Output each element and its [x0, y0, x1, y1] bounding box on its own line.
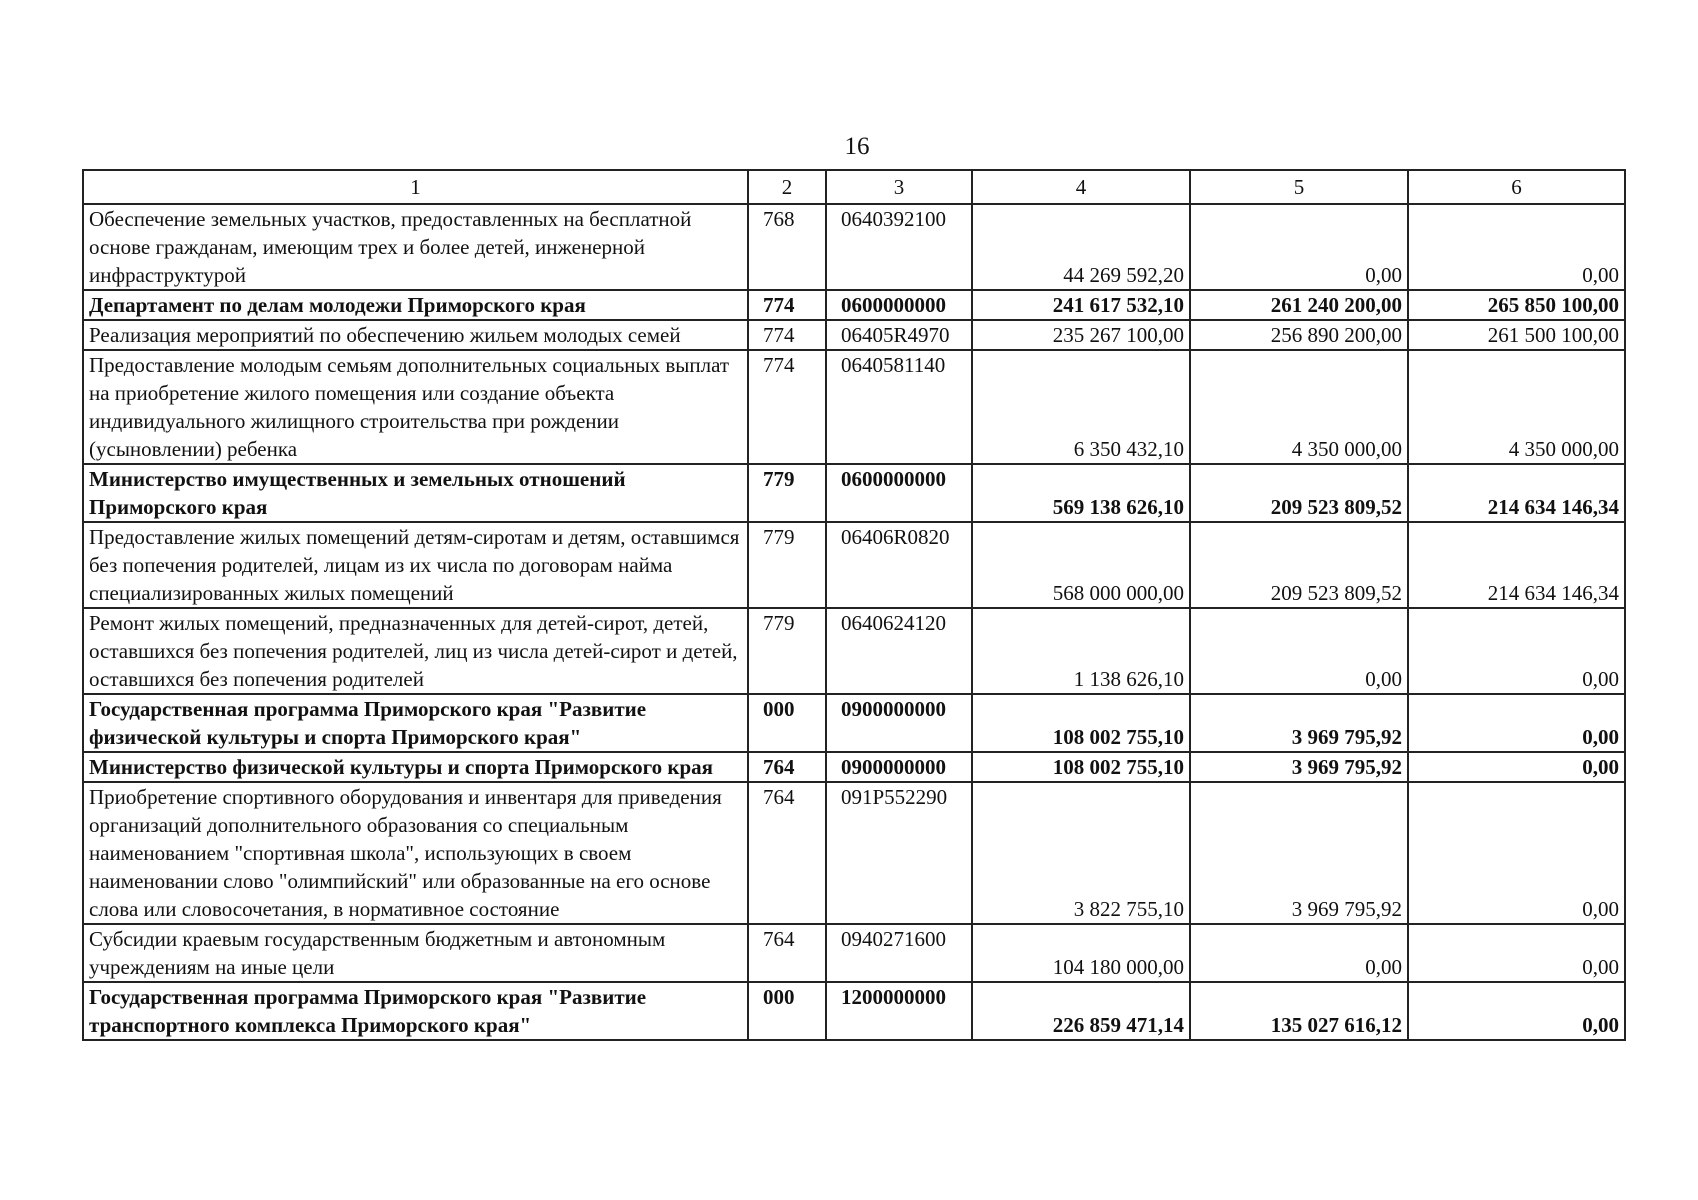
amount-col5-cell: 261 240 200,00 [1190, 290, 1408, 320]
admin-code-cell: 000 [748, 694, 826, 752]
row-name-cell: Предоставление молодым семьям дополнительных социальных выплат на приобретение жилого помещения или создание объекта индивидуального жилищного строительства при рождении (усыновлении) ребенка [83, 350, 748, 464]
column-header: 6 [1408, 170, 1625, 204]
table-row [83, 752, 1625, 782]
admin-code-cell: 779 [748, 522, 826, 608]
amount-col5-cell: 209 523 809,52 [1190, 464, 1408, 522]
amount-col6-cell: 0,00 [1408, 924, 1625, 982]
column-header: 5 [1190, 170, 1408, 204]
amount-col5-cell: 0,00 [1190, 924, 1408, 982]
amount-col4-cell: 235 267 100,00 [972, 320, 1190, 350]
row-name-cell: Субсидии краевым государственным бюджетным и автономным учреждениям на иные цели [83, 924, 748, 982]
amount-col6-cell: 0,00 [1408, 982, 1625, 1040]
target-code-cell: 0640581140 [826, 350, 972, 464]
amount-col5-cell: 135 027 616,12 [1190, 982, 1408, 1040]
amount-col4-cell: 108 002 755,10 [972, 752, 1190, 782]
amount-col4-cell: 108 002 755,10 [972, 694, 1190, 752]
admin-code-cell: 764 [748, 782, 826, 924]
column-header: 3 [826, 170, 972, 204]
table-row [83, 464, 1625, 522]
amount-col6-cell: 261 500 100,00 [1408, 320, 1625, 350]
admin-code-cell: 774 [748, 320, 826, 350]
table-row [83, 350, 1625, 464]
amount-col6-cell: 214 634 146,34 [1408, 522, 1625, 608]
amount-col5-cell: 3 969 795,92 [1190, 782, 1408, 924]
admin-code-cell: 779 [748, 608, 826, 694]
row-name-cell: Министерство имущественных и земельных отношений Приморского края [83, 464, 748, 522]
amount-col4-cell: 44 269 592,20 [972, 204, 1190, 290]
column-header: 1 [83, 170, 748, 204]
amount-col5-cell: 3 969 795,92 [1190, 752, 1408, 782]
amount-col5-cell: 3 969 795,92 [1190, 694, 1408, 752]
target-code-cell: 0940271600 [826, 924, 972, 982]
amount-col6-cell: 265 850 100,00 [1408, 290, 1625, 320]
row-name-cell: Обеспечение земельных участков, предоставленных на бесплатной основе гражданам, имеющим трех и более детей, инженерной инфраструктурой [83, 204, 748, 290]
row-name-cell: Департамент по делам молодежи Приморского края [83, 290, 748, 320]
amount-col4-cell: 226 859 471,14 [972, 982, 1190, 1040]
row-name-cell: Министерство физической культуры и спорта Приморского края [83, 752, 748, 782]
amount-col5-cell: 209 523 809,52 [1190, 522, 1408, 608]
amount-col4-cell: 104 180 000,00 [972, 924, 1190, 982]
amount-col4-cell: 1 138 626,10 [972, 608, 1190, 694]
target-code-cell: 091P552290 [826, 782, 972, 924]
table-row [83, 608, 1625, 694]
amount-col6-cell: 0,00 [1408, 608, 1625, 694]
table-row [83, 982, 1625, 1040]
amount-col6-cell: 214 634 146,34 [1408, 464, 1625, 522]
header-row [83, 170, 1625, 204]
target-code-cell: 06406R0820 [826, 522, 972, 608]
table-row [83, 204, 1625, 290]
target-code-cell: 0900000000 [826, 694, 972, 752]
page-number: 16 [844, 133, 870, 160]
admin-code-cell: 768 [748, 204, 826, 290]
row-name-cell: Реализация мероприятий по обеспечению жильем молодых семей [83, 320, 748, 350]
target-code-cell: 0640624120 [826, 608, 972, 694]
column-header: 4 [972, 170, 1190, 204]
row-name-cell: Приобретение спортивного оборудования и инвентаря для приведения организаций дополнительного образования со специальным наименованием "спортивная школа", использующих в своем наименовании слово "олимпийский" или образованные на его основе слова или словосочетания, в нормативное состояние [83, 782, 748, 924]
table-row [83, 694, 1625, 752]
admin-code-cell: 774 [748, 290, 826, 320]
target-code-cell: 0900000000 [826, 752, 972, 782]
table-row [83, 320, 1625, 350]
admin-code-cell: 764 [748, 752, 826, 782]
table-row [83, 782, 1625, 924]
amount-col5-cell: 0,00 [1190, 204, 1408, 290]
amount-col6-cell: 0,00 [1408, 782, 1625, 924]
target-code-cell: 06405R4970 [826, 320, 972, 350]
amount-col6-cell: 0,00 [1408, 752, 1625, 782]
amount-col5-cell: 256 890 200,00 [1190, 320, 1408, 350]
amount-col6-cell: 0,00 [1408, 694, 1625, 752]
amount-col5-cell: 4 350 000,00 [1190, 350, 1408, 464]
target-code-cell: 0640392100 [826, 204, 972, 290]
target-code-cell: 1200000000 [826, 982, 972, 1040]
admin-code-cell: 774 [748, 350, 826, 464]
amount-col5-cell: 0,00 [1190, 608, 1408, 694]
amount-col6-cell: 0,00 [1408, 204, 1625, 290]
amount-col4-cell: 568 000 000,00 [972, 522, 1190, 608]
table-row [83, 522, 1625, 608]
table-row [83, 924, 1625, 982]
target-code-cell: 0600000000 [826, 290, 972, 320]
amount-col4-cell: 3 822 755,10 [972, 782, 1190, 924]
target-code-cell: 0600000000 [826, 464, 972, 522]
amount-col4-cell: 241 617 532,10 [972, 290, 1190, 320]
admin-code-cell: 764 [748, 924, 826, 982]
admin-code-cell: 779 [748, 464, 826, 522]
admin-code-cell: 000 [748, 982, 826, 1040]
amount-col4-cell: 6 350 432,10 [972, 350, 1190, 464]
table-row [83, 290, 1625, 320]
row-name-cell: Ремонт жилых помещений, предназначенных для детей-сирот, детей, оставшихся без попечения родителей, лиц из числа детей-сирот и детей, оставшихся без попечения родителей [83, 608, 748, 694]
column-header: 2 [748, 170, 826, 204]
budget-table [82, 169, 1626, 1041]
row-name-cell: Государственная программа Приморского края "Развитие физической культуры и спорта Приморского края" [83, 694, 748, 752]
row-name-cell: Государственная программа Приморского края "Развитие транспортного комплекса Приморского края" [83, 982, 748, 1040]
amount-col6-cell: 4 350 000,00 [1408, 350, 1625, 464]
amount-col4-cell: 569 138 626,10 [972, 464, 1190, 522]
row-name-cell: Предоставление жилых помещений детям-сиротам и детям, оставшимся без попечения родителей, лицам из их числа по договорам найма специализированных жилых помещений [83, 522, 748, 608]
